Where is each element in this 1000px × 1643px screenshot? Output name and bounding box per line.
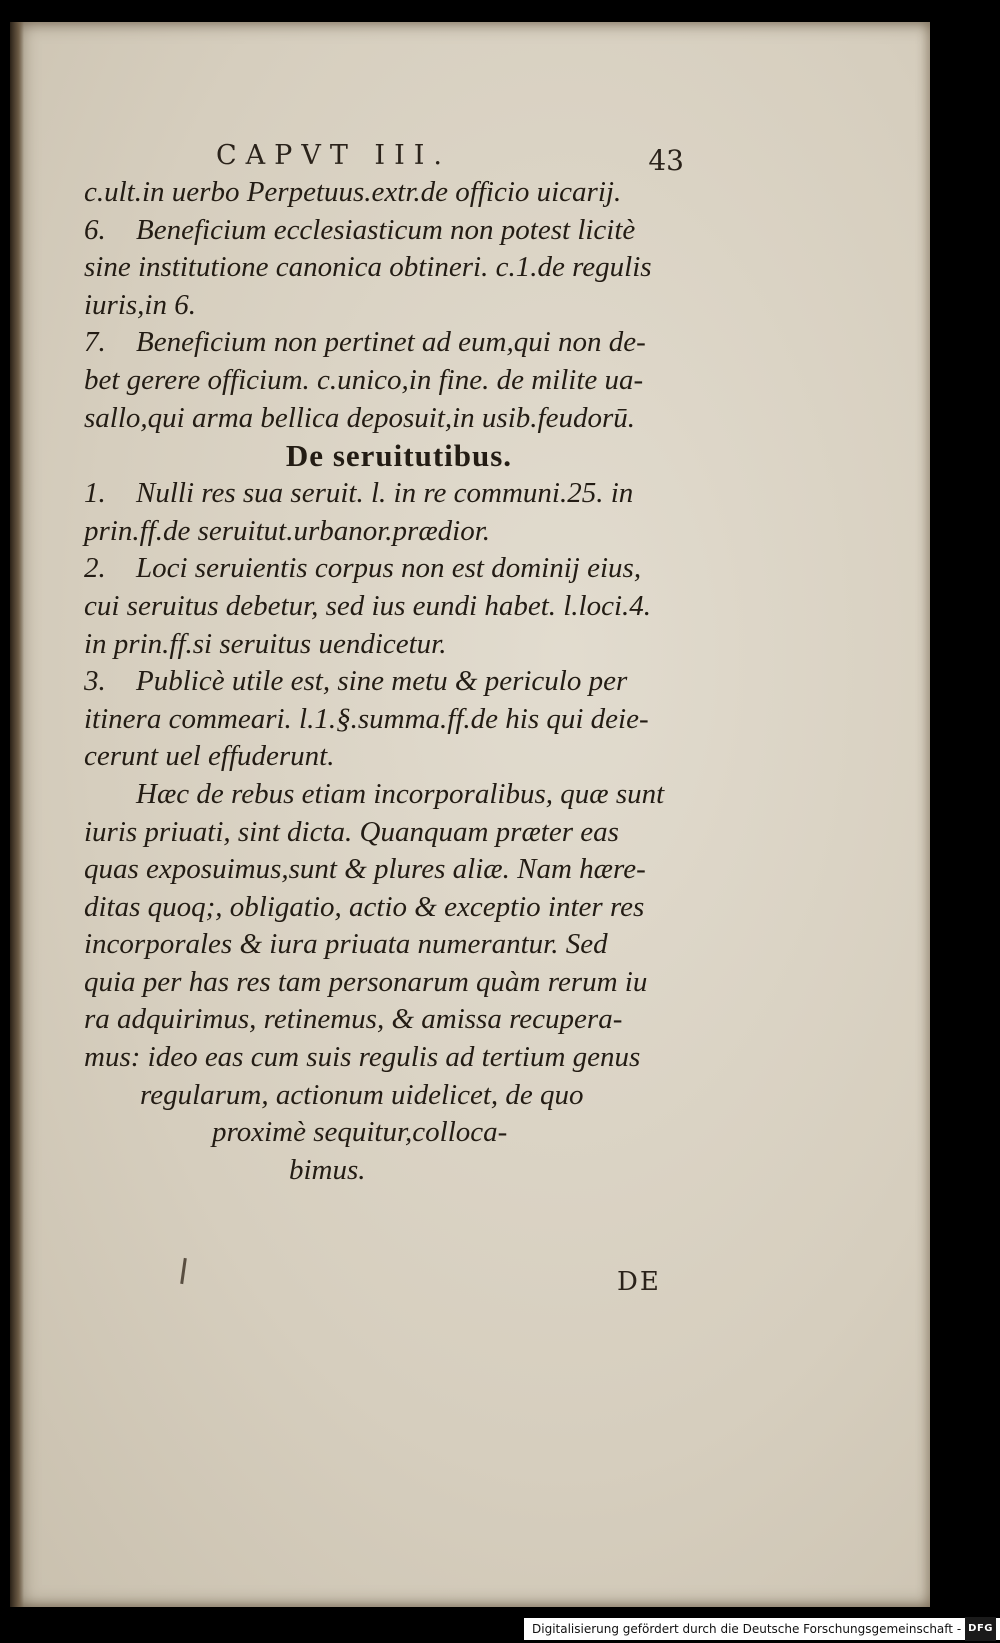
text-line: bimus. [289, 1153, 366, 1186]
rule-text: Beneficium non pertinet ad eum,qui non de- [136, 326, 646, 359]
rule-number: 1. [84, 477, 106, 510]
catchword: DE [617, 1267, 661, 1297]
text-line: proximè sequitur,colloca- [212, 1116, 508, 1149]
section-heading: De seruitutibus. [285, 438, 513, 474]
text-line: cerunt uel effuderunt. [84, 740, 335, 773]
page-gutter-shadow [10, 22, 24, 1607]
book-page [10, 22, 930, 1607]
ink-mark [180, 1258, 187, 1284]
dfg-logo: DFG [965, 1617, 996, 1641]
text-line: Hæc de rebus etiam incorporalibus, quæ sunt [136, 777, 665, 810]
digitization-footer [524, 1618, 1000, 1640]
text-line: iuris,in 6. [84, 288, 196, 321]
text-line: c.ult.in uerbo Perpetuus.extr.de officio uicarij. [84, 176, 622, 208]
text-line: mus: ideo eas cum suis regulis ad tertium genus [84, 1041, 641, 1074]
rule-text: Publicè utile est, sine metu & periculo per [136, 665, 628, 698]
text-line: in prin.ff.si seruitus uendicetur. [84, 627, 447, 660]
rule-number: 7. [84, 326, 106, 359]
text-line: quas exposuimus,sunt & plures aliæ. Nam hære- [84, 853, 646, 886]
rule-text: Loci seruientis corpus non est dominij eius, [136, 552, 642, 585]
text-line [84, 663, 674, 701]
text-line [84, 550, 674, 588]
text-line: ra adquirimus, retinemus, & amissa recupera- [84, 1003, 623, 1036]
text-line [84, 324, 674, 362]
rule-text: Nulli res sua seruit. l. in re communi.25. in [136, 477, 634, 510]
text-line: itinera commeari. l.1.§.summa.ff.de his qui deie- [84, 702, 649, 735]
rule-number: 3. [84, 665, 106, 698]
footer-credit: Digitalisierung gefördert durch die Deutsche Forschungsgemeinschaft - [532, 1622, 962, 1636]
rule-number: 2. [84, 552, 106, 585]
text-line: quia per has res tam personarum quàm rerum iu [84, 965, 648, 998]
text-line [84, 212, 674, 250]
text-line: cui seruitus debetur, sed ius eundi habet. l.loci.4. [84, 589, 652, 622]
text-line: incorporales & iura priuata numerantur. Sed [84, 928, 608, 961]
rule-text: Beneficium ecclesiasticum non potest licitè [136, 213, 636, 246]
running-head: CAPVT III. [216, 140, 451, 171]
text-line: bet gerere officium. c.unico,in fine. de milite ua- [84, 363, 644, 396]
rule-number: 6. [84, 213, 106, 246]
text-line [84, 475, 674, 513]
page-text-block [84, 122, 684, 1189]
page-number: 43 [648, 144, 684, 177]
text-line: iuris priuati, sint dicta. Quanquam præter eas [84, 815, 619, 848]
text-line: sallo,qui arma bellica deposuit,in usib.feudorū. [84, 401, 635, 434]
page-header [84, 122, 684, 177]
text-line: sine institutione canonica obtineri. c.1.de regulis [84, 251, 652, 284]
text-line: prin.ff.de seruitut.urbanor.prædior. [84, 514, 491, 547]
text-line: regularum, actionum uidelicet, de quo [140, 1078, 584, 1111]
text-line: ditas quoq;, obligatio, actio & exceptio inter res [84, 890, 645, 923]
